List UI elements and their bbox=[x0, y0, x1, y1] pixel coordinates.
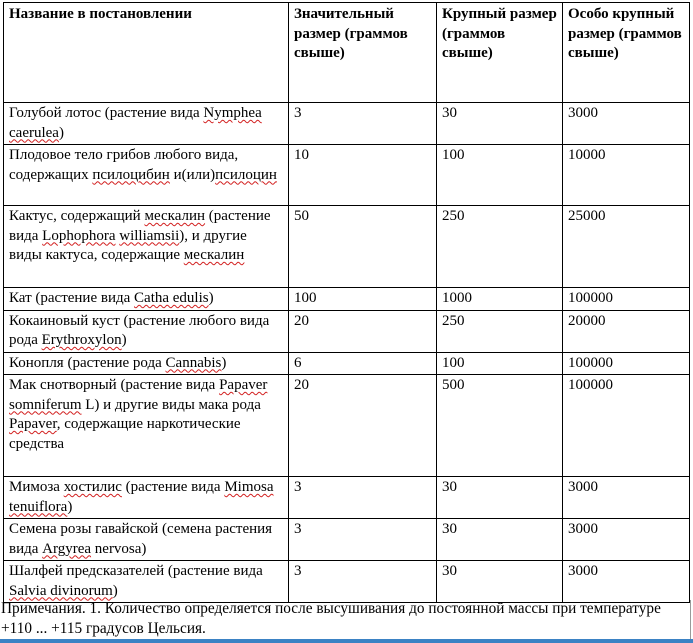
name-text: , содержащие наркотические средства bbox=[9, 416, 241, 452]
name-text: ) bbox=[221, 354, 227, 371]
cell-significant: 10 bbox=[289, 145, 437, 206]
cell-name bbox=[4, 310, 289, 352]
name-text: ) bbox=[208, 290, 214, 306]
name-text: Плодовое тело грибов любого вида, содержащих bbox=[9, 147, 239, 183]
spellcheck-flagged-term: Nymphea caerulea bbox=[9, 105, 262, 141]
name-text: ) bbox=[121, 332, 127, 348]
name-text: Мимоза bbox=[9, 479, 64, 495]
name-text: L) и другие виды мака рода bbox=[81, 396, 261, 413]
cell-significant: 50 bbox=[289, 206, 437, 288]
cell-significant: 3 bbox=[289, 519, 437, 561]
name-text: Семена розы гавайской (семена растения вида bbox=[9, 521, 273, 557]
name-text: ) bbox=[67, 498, 73, 515]
table-row bbox=[4, 519, 690, 561]
name-text: ) bbox=[112, 582, 118, 599]
cell-large: 100 bbox=[437, 352, 563, 375]
spellcheck-flagged-term: псилоцибин bbox=[92, 166, 170, 183]
bottom-accent-strip bbox=[0, 639, 693, 643]
page-edge-rule bbox=[690, 600, 691, 643]
cell-large: 30 bbox=[437, 561, 563, 603]
cell-name bbox=[4, 375, 289, 477]
spellcheck-flagged-term: williamsii bbox=[119, 227, 180, 244]
spellcheck-flagged-term: Salvia divinorum bbox=[9, 582, 113, 599]
table-row bbox=[4, 310, 690, 352]
cell-significant: 20 bbox=[289, 310, 437, 352]
cell-name bbox=[4, 288, 289, 311]
cell-especially-large: 3000 bbox=[563, 519, 690, 561]
cell-especially-large: 25000 bbox=[563, 206, 690, 288]
name-text: nervosa) bbox=[91, 540, 147, 557]
footnote-text: Примечания. 1. Количество определяется после высушивания до постоянной массы при температуре +110 ... +115 градусов Цельсия. bbox=[1, 600, 661, 637]
spellcheck-flagged-term: мескалин bbox=[144, 208, 206, 224]
table-row bbox=[4, 352, 690, 375]
spellcheck-flagged-term: псилоцин bbox=[215, 166, 277, 183]
name-text: Кат (растение вида bbox=[9, 290, 135, 306]
cell-large: 30 bbox=[437, 519, 563, 561]
cell-especially-large: 3000 bbox=[563, 477, 690, 519]
cell-name bbox=[4, 477, 289, 519]
cell-large: 100 bbox=[437, 145, 563, 206]
header-large-size: Крупный размер (граммов свыше) bbox=[437, 3, 563, 103]
cell-large: 30 bbox=[437, 103, 563, 145]
cell-large: 30 bbox=[437, 477, 563, 519]
table-row bbox=[4, 103, 690, 145]
cell-significant: 3 bbox=[289, 561, 437, 603]
spellcheck-flagged-term: Papaver bbox=[9, 416, 57, 432]
header-significant-size: Значительный размер (граммов свыше) bbox=[289, 3, 437, 103]
cell-name bbox=[4, 103, 289, 145]
table-row bbox=[4, 206, 690, 288]
cell-large: 250 bbox=[437, 310, 563, 352]
spellcheck-flagged-term: Cannabis bbox=[165, 354, 222, 371]
cell-name bbox=[4, 206, 289, 288]
cell-name bbox=[4, 561, 289, 603]
name-text: (растение вида bbox=[121, 479, 225, 495]
header-name: Название в постановлении bbox=[4, 3, 289, 103]
spellcheck-flagged-term: Lophophora bbox=[42, 227, 116, 244]
name-text: Шалфей предсказателей (растение вида bbox=[9, 563, 263, 579]
table-header-row bbox=[4, 3, 690, 103]
name-text: Кактус, содержащий bbox=[9, 208, 145, 224]
name-text: и(или) bbox=[169, 166, 216, 183]
header-especially-large-size: Особо крупный размер (граммов свыше) bbox=[563, 3, 690, 103]
spellcheck-flagged-term: Erythroxylon bbox=[41, 332, 122, 348]
cell-especially-large: 10000 bbox=[563, 145, 690, 206]
cell-significant: 3 bbox=[289, 477, 437, 519]
spellcheck-flagged-term: Argyrea bbox=[42, 540, 92, 557]
name-text: ), и другие виды кактуса, содержащие bbox=[9, 227, 247, 263]
cell-large: 250 bbox=[437, 206, 563, 288]
spellcheck-flagged-term: Papaver somniferum bbox=[9, 377, 268, 413]
cell-significant: 100 bbox=[289, 288, 437, 311]
cell-name bbox=[4, 145, 289, 206]
spellcheck-flagged-term: Mimosa bbox=[224, 479, 274, 495]
cell-especially-large: 100000 bbox=[563, 288, 690, 311]
cell-large: 500 bbox=[437, 375, 563, 477]
table-row bbox=[4, 561, 690, 603]
spellcheck-flagged-term: мескалин bbox=[183, 247, 245, 263]
cell-significant: 3 bbox=[289, 103, 437, 145]
cell-especially-large: 3000 bbox=[563, 103, 690, 145]
cell-large: 1000 bbox=[437, 288, 563, 311]
cell-especially-large: 3000 bbox=[563, 561, 690, 603]
cell-name bbox=[4, 352, 289, 375]
table-row bbox=[4, 375, 690, 477]
cell-especially-large: 100000 bbox=[563, 352, 690, 375]
name-text: (растение вида bbox=[9, 208, 271, 244]
spellcheck-flagged-term: tenuiflora bbox=[9, 498, 68, 515]
drug-quantity-table bbox=[3, 2, 690, 603]
cell-especially-large: 100000 bbox=[563, 375, 690, 477]
table-row bbox=[4, 477, 690, 519]
cell-especially-large: 20000 bbox=[563, 310, 690, 352]
name-text: Кокаиновый куст (растение любого вида рода bbox=[9, 312, 270, 348]
name-text: Голубой лотос (растение вида bbox=[9, 105, 204, 121]
name-text: ) bbox=[58, 124, 64, 141]
name-text: Мак снотворный (растение вида bbox=[9, 377, 220, 393]
cell-name bbox=[4, 519, 289, 561]
spellcheck-flagged-term: Catha edulis bbox=[134, 290, 209, 306]
spellcheck-flagged-term: хостилис bbox=[63, 479, 122, 495]
table-row bbox=[4, 145, 690, 206]
cell-significant: 20 bbox=[289, 375, 437, 477]
name-text: Конопля (растение рода bbox=[9, 354, 166, 371]
cell-significant: 6 bbox=[289, 352, 437, 375]
table-row bbox=[4, 288, 690, 311]
